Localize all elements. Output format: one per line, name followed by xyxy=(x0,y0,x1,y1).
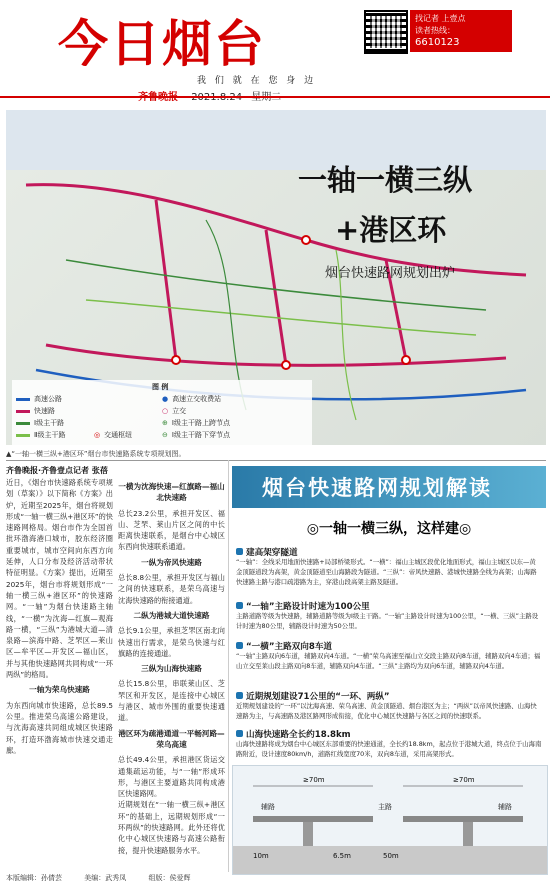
article-column-2 xyxy=(118,477,225,856)
transport-hub-icon xyxy=(302,236,310,244)
article-subhead: 二纵为港城大道快速路 xyxy=(133,610,210,620)
section-heading: 山海快速路全长约18.8km xyxy=(236,728,351,740)
footer-proof: 组版：侯爱辉 xyxy=(148,874,191,882)
article-paragraph: 总长8.8公里，承担开发区与福山之间的快速联系，是荣乌高速与沈海快速路的衔接通道。 xyxy=(118,573,225,605)
legend-item: ⊖ Ⅰ级主干路下穿节点 xyxy=(162,431,230,439)
dimension-label: 10m xyxy=(253,852,269,860)
footer-designer: 美编：武秀凤 xyxy=(84,874,127,882)
section-text: “一轴”：全线采用地面快速路+局部桥梁形式。“一横”：福山主城区段优化地面形式，福山主城区以东—黄金顶隧道段为高架，黄金顶隧道至山海路段为隧道。“三纵”：帝风快速路、港城快速路全线为高架；山海路快速路主路与港口疏港路为主，穿港山段高架主路及隧道。 xyxy=(236,558,537,586)
legend-title: 图 例 xyxy=(152,383,169,391)
section-heading: 近期规划建设71公里的“一环、两纵” xyxy=(236,690,390,702)
page-footer xyxy=(6,873,546,883)
column-divider xyxy=(228,460,229,872)
masthead xyxy=(0,0,550,108)
article-subhead: 三纵为山海快速路 xyxy=(141,664,202,674)
article-subhead: 一横为沈海快速—红旗路—福山北快速路 xyxy=(118,482,225,503)
contact-line1: 找记者 上壹点 xyxy=(415,14,466,23)
article-column-1 xyxy=(6,477,113,756)
section-text: 主路道路等级为快速路，辅路道路等级为Ⅰ级主干路。“一轴”主路设计时速为100公里，“一横、三纵”主路设计时速为80公里，辅路设计时速为50公里。 xyxy=(236,612,539,630)
bullet-icon xyxy=(236,692,243,699)
article-paragraph: 总长23.2公里，承担开发区、福山、芝罘、莱山片区之间的中长距离快速联系，是烟台中心城区东西向快速联系通道。 xyxy=(118,508,225,552)
legend-item: 快速路 xyxy=(16,406,55,416)
article-paragraph: 总长15.8公里，串联莱山区、芝罘区和开发区，是连接中心城区与港区、城市外围的重要快速通道。 xyxy=(118,679,225,723)
section-subhead: ◎一轴一横三纵，这样建◎ xyxy=(306,521,472,537)
qr-code-icon[interactable] xyxy=(364,10,408,54)
section-text: 近期规划建设的“一环”以沈海高速、荣乌高速、黄金顶隧道、烟台港区为主；“两纵”以帝风快速路、山海快速路为主，与高速路及港区路网形成衔接，优化中心城区快速路与各区之间的快速联系。 xyxy=(236,702,537,720)
slogan: 我 们 就 在 您 身 边 xyxy=(197,76,317,86)
dimension-label: ≥70m xyxy=(303,776,325,784)
bullet-icon xyxy=(236,602,243,609)
map-caption: ▲“一轴一横三纵+港区环”烟台市快速路系统专项规划图。 xyxy=(6,450,186,458)
article-subhead: 一轴为荣乌快速路 xyxy=(29,685,90,695)
legend-item: 高速公路 xyxy=(16,394,62,404)
transport-hub-icon xyxy=(172,356,180,364)
legend-item: Ⅱ级主干路 xyxy=(16,430,65,440)
section-heading: “一轴”主路设计时速为100公里 xyxy=(236,600,370,612)
contact-line2: 读者热线： xyxy=(415,26,455,35)
expressway-route xyxy=(266,230,286,365)
article-intro: 近日，《烟台市快速路系统专项规划（草案）》以下简称《方案》出炉，近期至2025年，烟台将规划形成“一轴一横三纵+港区环”的快速路网格局。烟台市作为全国首批环渤海港口城市，胶东经济圈重要城市，城市空间向东西方向延伸，人口分布及经济活动带状特征明显。《方案》提出，近期至2025年，烟台市将规划形成“一轴一横三纵+港区环”的快速路网。“一轴”为烟台快速路主轴线，“一横”为沈海—红旗—观海路一横，“三纵”为港城大道—清泉路—滨海中路、芝罘区—莱山区—牟平区—开发区—福山区，并与其他快速路网共同构成“一环两纵”的格局。 xyxy=(6,478,113,680)
section-banner xyxy=(232,466,546,508)
section-heading: 建高架穿隧道 xyxy=(236,546,298,558)
legend-item: ● 高速立交收费站 xyxy=(162,395,222,403)
headline-main: 一轴一横三纵 xyxy=(298,163,473,197)
headline-second: +港区环 xyxy=(335,213,447,247)
expressway-route xyxy=(156,200,176,360)
article-paragraph: 近期规划在“一轴一横三纵+港区环”的基础上，远期规划形成“一环两纵”的快速路网。此外还将优化中心城区快速路与高速公路衔接，提升快速路服务水平。 xyxy=(118,800,225,855)
banner-title: 烟台快速路网规划解读 xyxy=(262,476,492,500)
article-byline: 齐鲁晚报·齐鲁壹点记者 张蓓 xyxy=(6,466,108,475)
article-subhead: 一纵为帝风快速路 xyxy=(141,557,202,567)
reader-hotline-box xyxy=(410,10,512,52)
bullet-icon xyxy=(236,548,243,555)
transport-hub-icon xyxy=(282,361,290,369)
masthead-divider xyxy=(0,96,550,98)
bullet-icon xyxy=(236,642,243,649)
headline-subtitle: 烟台快速路网规划出炉 xyxy=(325,266,456,281)
section-heading: “一横”主路双向8车道 xyxy=(236,640,332,652)
legend-item: ⊕ Ⅰ级主干路上跨节点 xyxy=(162,419,230,427)
article-paragraph: 总长49.4公里，承担港区货运交通集疏运功能，与“一轴”形成环形，与港区主要道路共同构成港区快速路网。 xyxy=(118,755,225,799)
lane-label: 辅路 xyxy=(498,803,512,811)
hotline-number: 6610123 xyxy=(415,37,460,48)
newspaper-logo: 今日烟台 xyxy=(58,14,266,73)
article-subhead: 港区环为疏港通道一平畅河路—荣乌高速 xyxy=(118,728,225,749)
lane-label: 辅路 xyxy=(261,803,275,811)
transport-hub-icon xyxy=(402,356,410,364)
section-divider xyxy=(6,460,546,461)
expressway-route xyxy=(46,345,506,365)
road-cross-section-diagram xyxy=(232,765,548,875)
map-legend xyxy=(12,380,312,445)
dimension-label: ≥70m xyxy=(453,776,475,784)
bullet-icon xyxy=(236,730,243,737)
article-paragraph: 总长9.1公里，承担芝罘区南北向快速出行需求，是荣乌快速与红旗路的连接通道。 xyxy=(118,626,225,658)
section-text: “一轴”主路双向6车道，辅路双向4车道。“一横”荣乌高速至福山立交段主路双向8车道，辅路双向4车道；福山立交至莱山段主路双向8车道，辅路双向4车道。“三纵”主路均为双向6车道，辅路双向4车道。 xyxy=(236,652,541,670)
legend-item: ◎ 交通枢纽 xyxy=(94,431,133,439)
dimension-label: 50m xyxy=(383,852,399,860)
footer-editor: 本版编辑：孙倩芸 xyxy=(6,874,62,882)
section-text: 山海快速路将成为烟台中心城区东部重要的快速通道，全长约18.8km，起点位于港城大道，终点位于山海南路附近，设计速度80km/h，道路红线宽度70米，双向8车道，采用高架形式。 xyxy=(236,740,542,758)
dimension-label: 6.5m xyxy=(333,852,351,860)
article-paragraph: 为东西向城市快速路，总长89.5公里。推进荣乌高速公路建设，与沈海高速共同组成城区快速路环，打造环渤海城市快速交通走廊。 xyxy=(6,700,113,755)
legend-item: Ⅰ级主干路 xyxy=(16,418,64,428)
lane-label: 主路 xyxy=(378,803,392,811)
legend-item: ○ 立交 xyxy=(162,407,187,415)
